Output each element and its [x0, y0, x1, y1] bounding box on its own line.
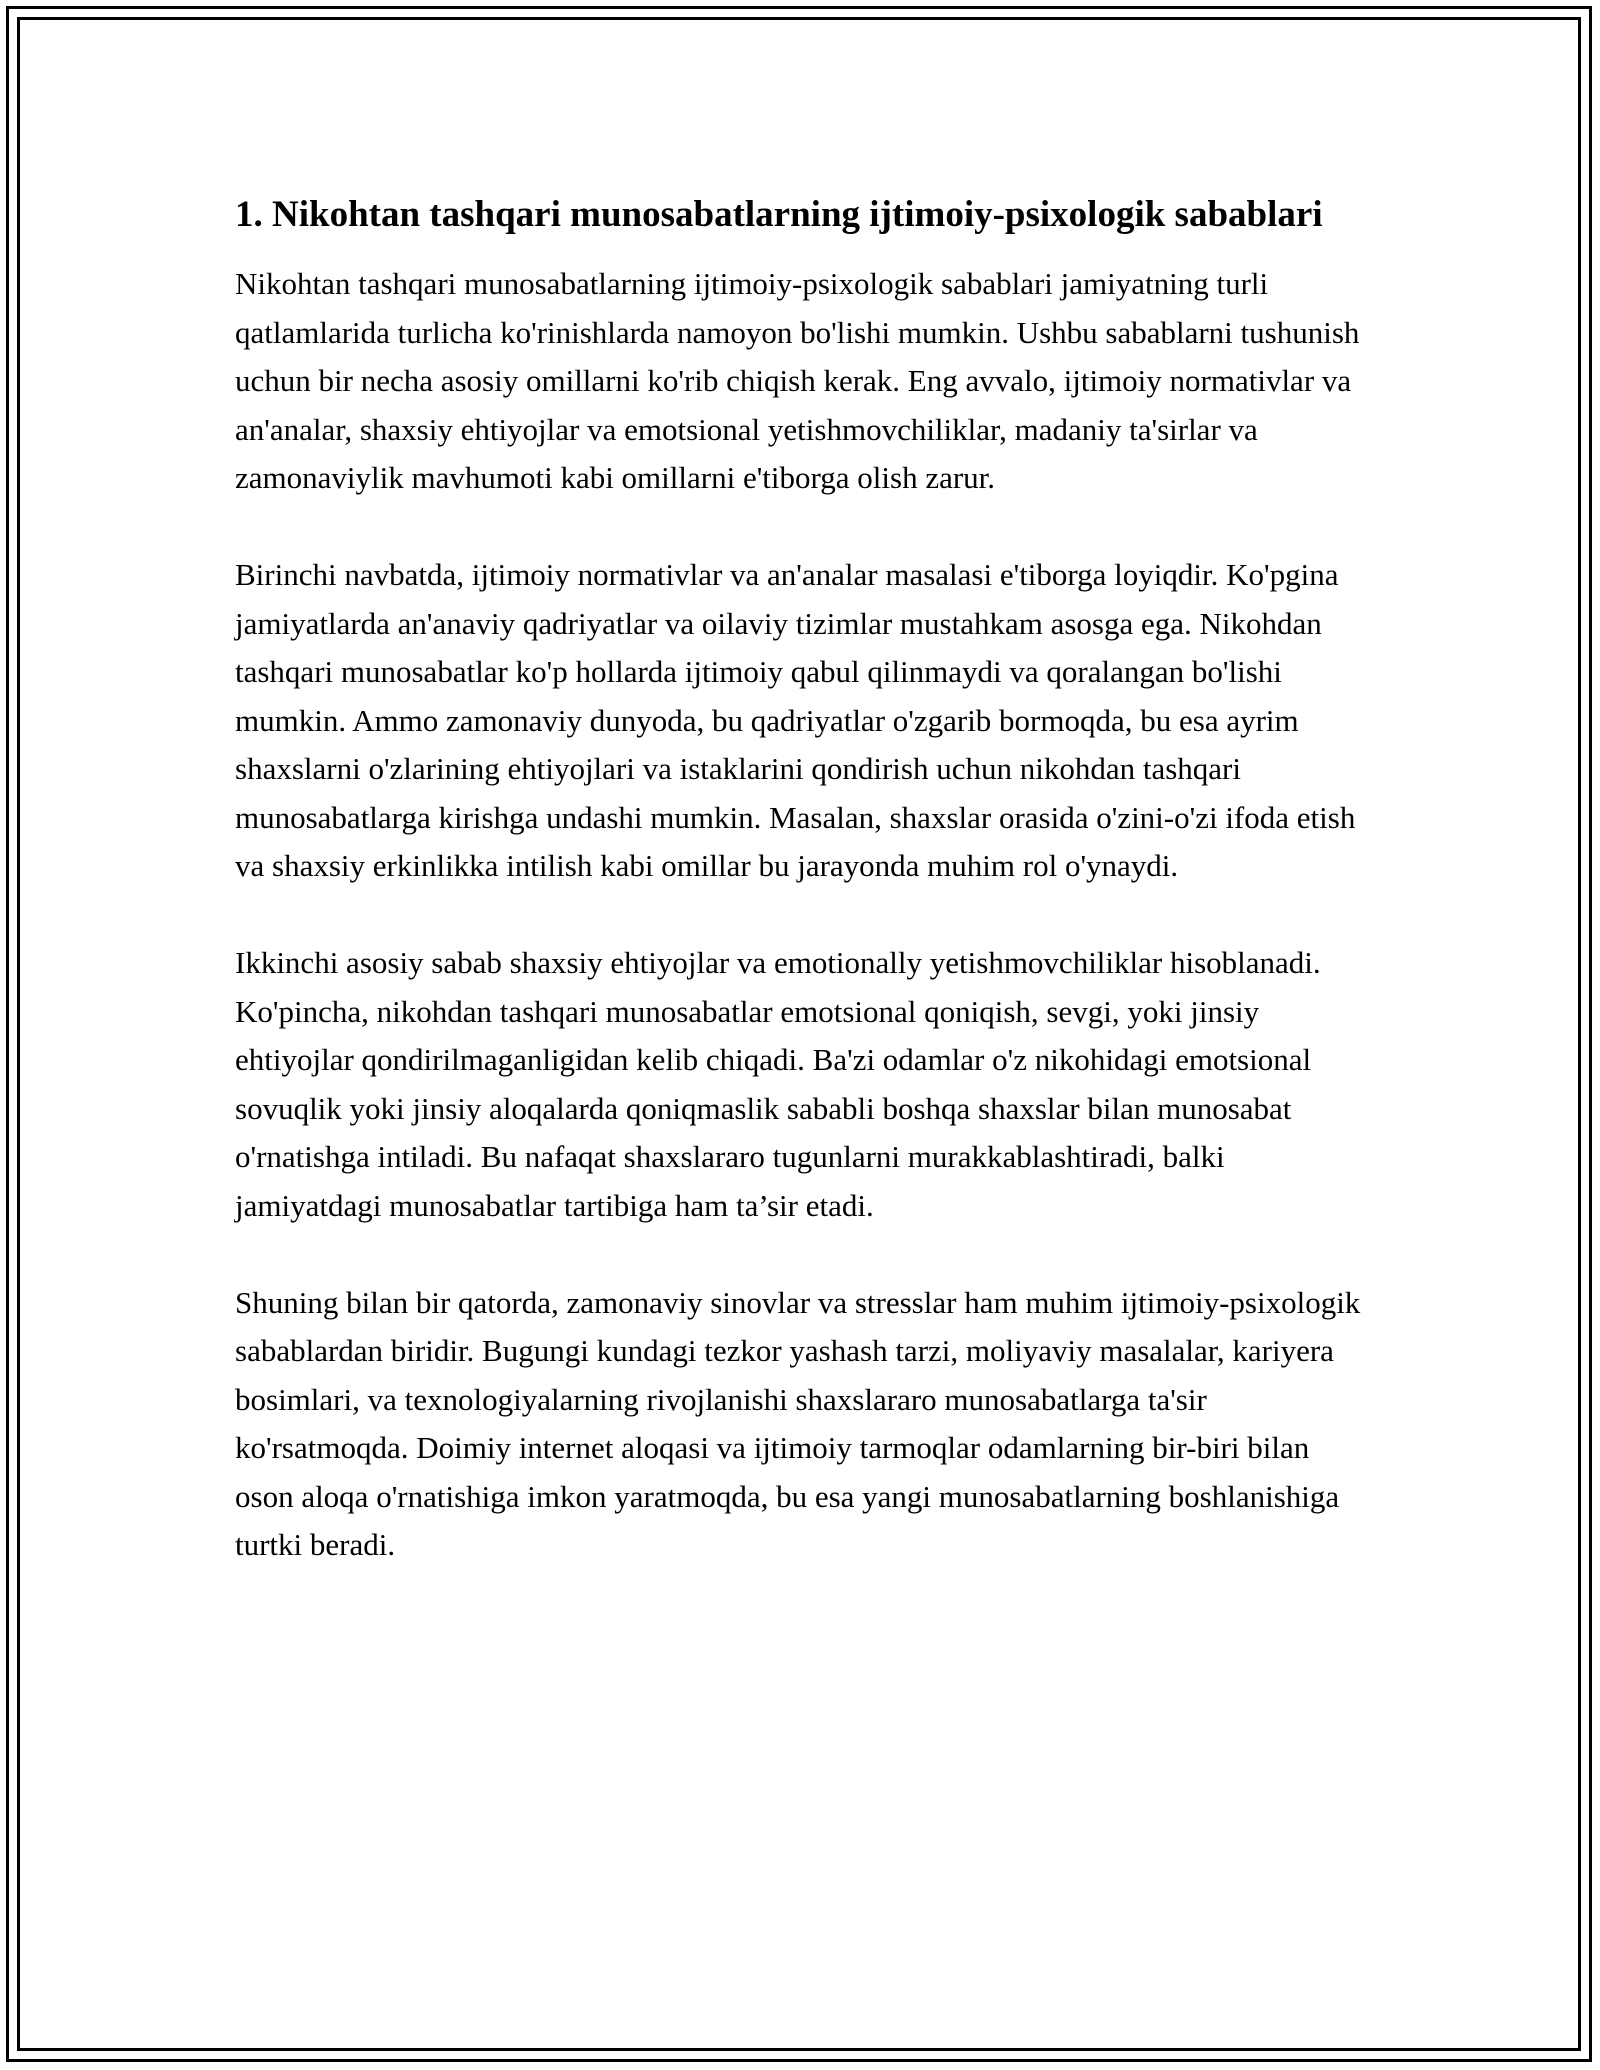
document-body	[235, 188, 1375, 1618]
paragraph-4: Shuning bilan bir qatorda, zamonaviy sinovlar va stresslar ham muhim ijtimoiy-psixologik sabablardan biridir. Bugungi kundagi tezkor yashash tarzi, moliyaviy masalalar, kariyera bosimlari, va texnologiyalarning rivojlanishi shaxslararo munosabatlarga ta'sir ko'rsatmoqda. Doimiy internet aloqasi va ijtimoiy tarmoqlar odamlarning bir-biri bilan oson aloqa o'rnatishiga imkon yaratmoqda, bu esa yangi munosabatlarning boshlanishiga turtki beradi.	[235, 1284, 1361, 1562]
paragraph-2: Birinchi navbatda, ijtimoiy normativlar va an'analar masalasi e'tiborga loyiqdir. Ko'pgina jamiyatlarda an'anaviy qadriyatlar va oilaviy tizimlar mustahkam asosga ega. Nikohdan tashqari munosabatlar ko'p hollarda ijtimoiy qabul qilinmaydi va qoralangan bo'lishi mumkin. Ammo zamonaviy dunyoda, bu qadriyatlar o'zgarib bormoqda, bu esa ayrim shaxslarni o'zlarining ehtiyojlari va istaklarini qondirish uchun nikohdan tashqari munosabatlarga kirishga undashi mumkin. Masalan, shaxslar orasida o'zini-o'zi ifoda etish va shaxsiy erkinlikka intilish kabi omillar bu jarayonda muhim rol o'ynaydi.	[235, 557, 1356, 883]
section-heading: 1. Nikohtan tashqari munosabatlarning ijtimoiy-psixologik sabablari	[235, 194, 1323, 235]
paragraph-1: Nikohtan tashqari munosabatlarning ijtimoiy-psixologik sabablari jamiyatning turli qatlamlarida turlicha ko'rinishlarda namoyon bo'lishi mumkin. Ushbu sabablarni tushunish uchun bir necha asosiy omillarni ko'rib chiqish kerak. Eng avvalo, ijtimoiy normativlar va an'analar, shaxsiy ehtiyojlar va emotsional yetishmovchiliklar, madaniy ta'sirlar va zamonaviylik mavhumoti kabi omillarni e'tiborga olish zarur.	[235, 266, 1360, 495]
paragraph-3: Ikkinchi asosiy sabab shaxsiy ehtiyojlar va emotionally yetishmovchiliklar hisoblanadi. Ko'pincha, nikohdan tashqari munosabatlar emotsional qoniqish, sevgi, yoki jinsiy ehtiyojlar qondirilmaganligidan kelib chiqadi. Ba'zi odamlar o'z nikohidagi emotsional sovuqlik yoki jinsiy aloqalarda qoniqmaslik sababli boshqa shaxslar bilan munosabat o'rnatishga intiladi. Bu nafaqat shaxslararo tugunlarni murakkablashtiradi, balki jamiyatdagi munosabatlar tartibiga ham ta’sir etadi.	[235, 945, 1321, 1223]
